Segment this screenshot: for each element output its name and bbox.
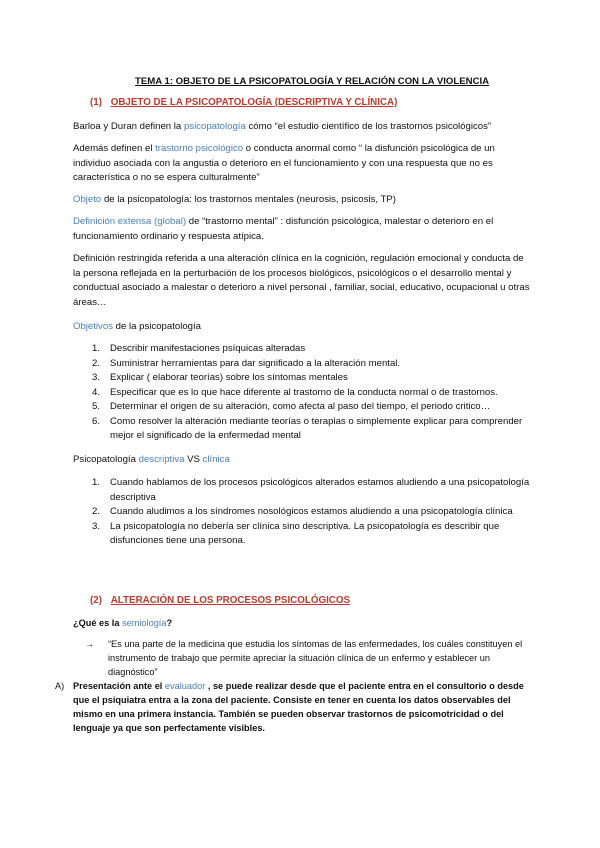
objetivos-heading [73,320,533,335]
list-item [73,505,533,520]
descriptiva-vs-clinica-heading [73,453,533,468]
item-label: A) [55,681,65,691]
section-2-number: (2) [90,595,102,606]
text: Psicopatología [73,454,139,465]
list-number: 4. [92,386,101,398]
list-text: Explicar ( elaborar teorías) sobre los síntomas mentales [110,372,348,383]
keyword-psicopatologia: psicopatología [183,121,246,132]
text: de la psicopatología: los trastornos mentales (neurosis, psicosis, TP) [101,194,396,205]
text: ¿Qué es la [73,618,123,628]
list-number: 2. [92,357,101,369]
list-number: 2. [92,506,101,517]
list-item [73,342,533,357]
list-item [73,415,533,444]
section-2-heading [90,594,350,609]
descriptiva-list [73,476,533,549]
semiologia-question [73,616,533,630]
list-item [73,476,533,505]
keyword-clinica: clínica [202,454,230,465]
list-number: 1. [92,343,101,354]
list-text: Cuando hablamos de los procesos psicológicos alterados estamos aludiendo a una psicopatología descriptiva [110,477,530,503]
section-2-title: ALTERACIÓN DE LOS PROCESOS PSICOLÓGICOS [110,595,351,606]
text: Además definen el [73,143,156,154]
paragraph-objeto [73,193,533,208]
keyword-descriptiva: descriptiva [138,454,185,465]
text: cómo “el estudio científico de los trastornos psicológicos” [245,121,492,132]
list-text: Describir manifestaciones psíquicas alteradas [110,343,306,354]
list-item [73,386,533,401]
keyword-objeto: Objeto [73,194,102,205]
text: VS [184,454,203,465]
list-item [73,371,533,386]
list-number: 6. [92,415,101,427]
keyword-evaluador: evaluador [164,681,206,691]
list-text: Como resolver la alteración mediante teorías o terapias o simplemente explicar para comprender mejor el significado de la enfermedad mental [110,415,523,441]
list-item [73,400,533,415]
list-number: 5. [92,401,101,412]
section-1-heading [90,96,397,111]
list-number: 3. [92,372,101,383]
list-item [73,520,533,549]
keyword-objetivos: Objetivos [73,321,113,332]
paragraph-trastorno [73,142,533,186]
text: o conducta anormal como “ la disfunción psicológica de un individuo asociada con la angustia o deterioro en el funcionamiento y con una respuesta que no es característica o no se espera culturalmente” [73,143,495,183]
list-text: La psicopatología no debería ser clínica sino descriptiva. La psicopatología es describir que disfunciones tiene una persona. [110,520,500,546]
list-text: Especificar que es lo que hace diferente al trastorno de la conducta normal o de trastornos. [110,386,498,398]
paragraph-definicion-extensa [73,215,533,244]
keyword-definicion-extensa: Definición extensa (global) [73,216,187,227]
text: ? [166,618,173,628]
text: Presentación ante el [73,681,165,691]
list-item [73,357,533,372]
text: , se puede realizar desde que el paciente entra en el consultorio o desde que el psiquiatra entra a la zona del paciente. Consiste en tener en cuenta los datos observables del mismo en una primera instancia. También se pueden observar trastornos de psicomotricidad o del lenguaje ya que son perfectamente visibles. [73,681,524,733]
objetivos-list [73,342,533,444]
list-number: 3. [92,520,101,532]
paragraph-barloa [73,120,533,135]
text: Barloa y Duran definen la [73,121,184,132]
list-number: 1. [92,477,101,488]
list-text: Suministrar herramientas para dar significado a la alteración mental. [110,357,401,369]
list-text: Cuando aludimos a los síndromes nosológicos estamos aludiendo a una psicopatología clínica [110,506,513,517]
list-text: Determinar el origen de su alteración, como afecta al paso del tiempo, el periodo critico… [110,401,491,412]
arrow-icon: → [85,639,95,649]
document-title: TEMA 1: OBJETO DE LA PSICOPATOLOGÍA Y RELACIÓN CON LA VIOLENCIA [135,76,490,87]
definition-text: “Es una parte de la medicina que estudia los síntomas de las enfermedades, los cuáles constituyen el instrumento de trabajo que permite apreciar la situación clínica de un enfermo y establecer un diagnóstico” [108,639,523,677]
text: de la psicopatología [113,321,202,332]
text: de “trastorno mental” : disfunción psicológica, malestar o deterioro en el funcionamiento ordinario y respuesta atípica. [73,216,494,242]
section-1-title: OBJETO DE LA PSICOPATOLOGÍA (DESCRIPTIVA Y CLÍNICA) [110,97,398,108]
keyword-trastorno-psicologico: trastorno psicológico [155,143,244,154]
item-a [55,679,533,739]
section-1-number: (1) [90,97,102,108]
keyword-semiologia: semiología [122,618,167,628]
semiologia-definition [85,637,525,681]
paragraph-definicion-restringida: Definición restringida referida a una alteración clínica en la cognición, regulación emocional y conducta de la persona reflejada en la perturbación de los procesos biológicos, psicológicos o el desarrollo mental y conductual asociado a malestar o deterioro a nivel personal , familiar, social, educativo, ocupacional u otras áreas… [73,253,530,308]
